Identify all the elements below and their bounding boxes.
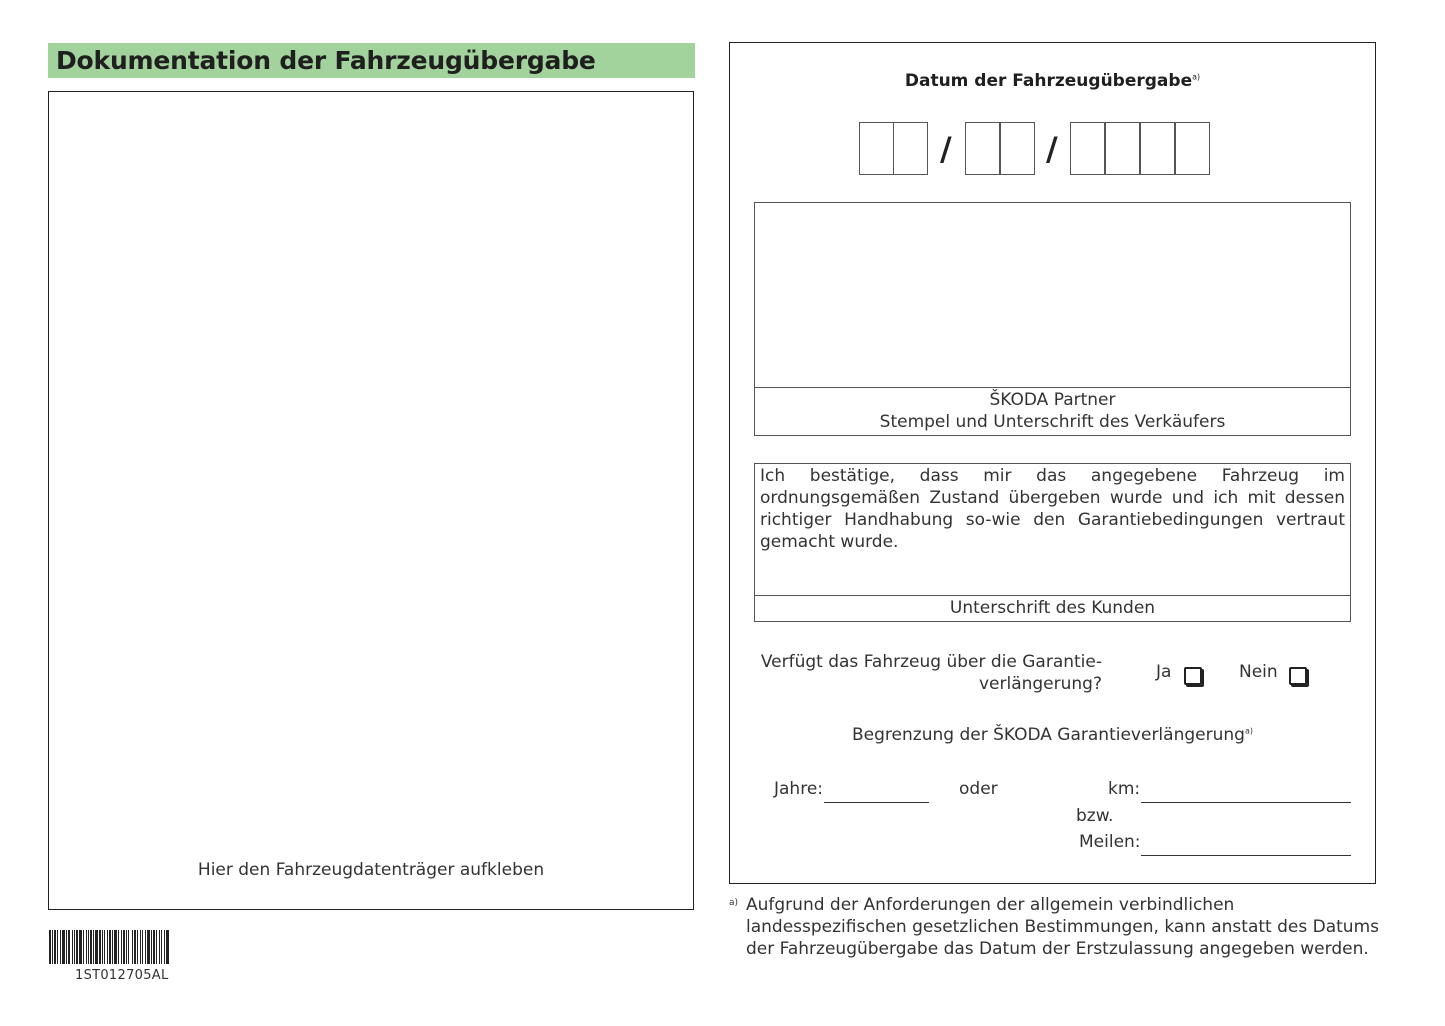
date-year-digit-3[interactable] <box>1140 122 1175 175</box>
stamp-label-line2: Stempel und Unterschrift des Verkäufers <box>879 412 1226 432</box>
confirmation-divider <box>754 595 1351 596</box>
date-month-digit-2[interactable] <box>1000 122 1035 175</box>
date-year-digit-2[interactable] <box>1105 122 1140 175</box>
date-month-digit-1[interactable] <box>965 122 1000 175</box>
limit-heading-text: Begrenzung der ŠKODA Garantieverlängerung <box>852 725 1245 745</box>
date-day-digit-2[interactable] <box>893 122 928 175</box>
miles-label: Meilen: <box>1079 832 1141 852</box>
km-label: km: <box>1108 779 1141 799</box>
years-field[interactable] <box>824 802 929 803</box>
miles-field[interactable] <box>1141 855 1351 856</box>
limit-heading-note: a) <box>1244 726 1253 736</box>
km-field[interactable] <box>1141 802 1351 803</box>
date-day-digit-1[interactable] <box>859 122 894 175</box>
date-heading-note: a) <box>1192 72 1201 82</box>
or-label: oder <box>959 779 998 799</box>
date-year-digit-1[interactable] <box>1070 122 1105 175</box>
years-label: Jahre: <box>774 779 824 799</box>
vehicle-data-sticker-area[interactable] <box>48 91 694 910</box>
resp-label: bzw. <box>1076 806 1114 826</box>
sticker-area-label: Hier den Fahrzeugdatenträger aufkleben <box>197 860 545 880</box>
footnote-text: Aufgrund der Anforderungen der allgemein verbindlichen landesspezifischen gesetzlichen Bestimmungen, kann anstatt des Datums der Fahrzeugübergabe das Datum der Erstzulassung angegeben werden. <box>746 895 1379 959</box>
customer-signature-label: Unterschrift des Kunden <box>949 598 1156 618</box>
footnote-mark: a) <box>729 898 739 908</box>
option-yes-label: Ja <box>1156 662 1172 682</box>
warranty-question-line2: verlängerung? <box>978 674 1102 694</box>
warranty-question-line1: Verfügt das Fahrzeug über die Garantie- <box>760 652 1102 672</box>
stamp-label-line1: ŠKODA Partner <box>989 390 1116 410</box>
barcode <box>49 930 185 964</box>
option-no-label: Nein <box>1239 662 1278 682</box>
option-no-checkbox[interactable] <box>1289 667 1307 685</box>
stamp-divider <box>754 387 1351 388</box>
option-yes-checkbox[interactable] <box>1184 667 1202 685</box>
date-separator-1: / <box>940 130 952 168</box>
page-title: Dokumentation der Fahrzeugübergabe <box>56 46 596 75</box>
date-heading-text: Datum der Fahrzeugübergabe <box>904 71 1193 91</box>
barcode-number: 1ST012705AL <box>75 968 169 983</box>
confirmation-text: Ich bestätige, dass mir das angegebene Fahrzeug im ordnungsgemäßen Zustand übergeben wurde und ich mit dessen richtiger Handhabung so-wie den Garantiebedingungen vertraut gemacht wurde. <box>760 466 1345 552</box>
date-separator-2: / <box>1046 130 1058 168</box>
warranty-question <box>760 651 1102 695</box>
warranty-limit-heading <box>729 725 1376 745</box>
date-year-digit-4[interactable] <box>1175 122 1210 175</box>
dealer-stamp-label <box>754 389 1351 433</box>
date-heading <box>729 71 1376 91</box>
